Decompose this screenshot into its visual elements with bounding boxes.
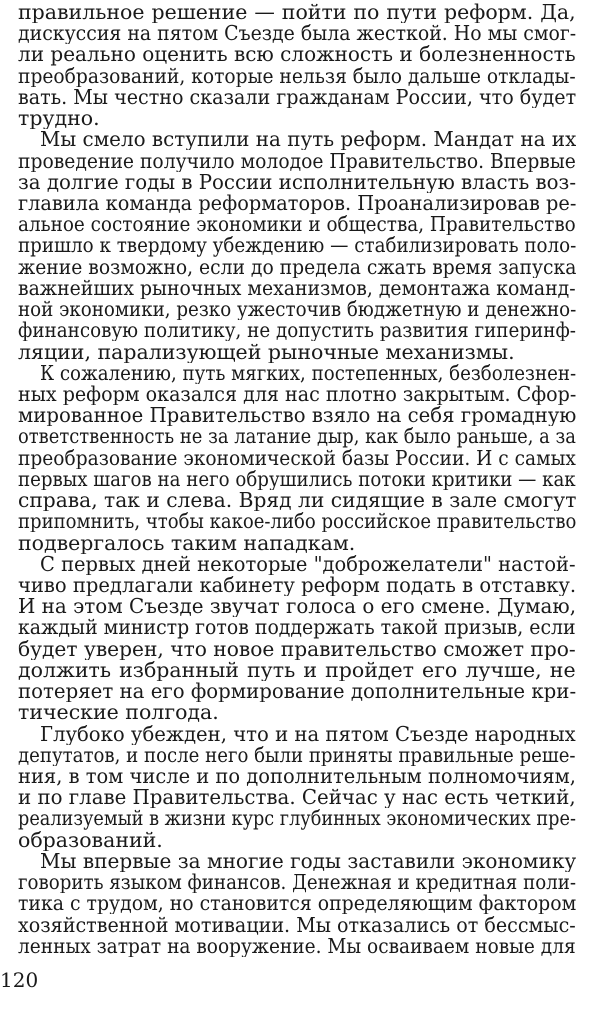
text-line: первых шагов на него обрушились потоки критики — как xyxy=(18,468,576,491)
text-line: проведение получило молодое Правительство. Впервые xyxy=(18,150,576,172)
text-line: преобразование экономической базы России. И с самых xyxy=(18,447,576,469)
text-line: будет уверен, что новое правительство сможет про- xyxy=(18,638,576,660)
text-line: тические полгода. xyxy=(18,702,219,724)
text-line: важнейших рыночных механизмов, демонтажа команд- xyxy=(18,277,576,300)
text-line: и по главе Правительства. Сейчас у нас есть четкий, xyxy=(18,787,576,809)
text-line: финансовую политику, не допустить развития гиперинф- xyxy=(18,320,576,342)
text-line: альное состояние экономики и общества, Правительство xyxy=(18,214,576,236)
text-line: должить избранный путь и пройдет его лучше, не xyxy=(18,659,576,682)
document-page xyxy=(18,0,576,1009)
text-line: преобразований, которые нельзя было дальше отклады- xyxy=(18,65,576,87)
page-number: 120 xyxy=(0,968,39,992)
text-line: хозяйственной мотивации. Мы отказались от бессмыс- xyxy=(18,914,576,936)
text-line: ной экономики, резко ужесточив бюджетную и денежно- xyxy=(18,299,577,321)
text-line: пришло к твердому убеждению — стабилизировать поло- xyxy=(18,235,577,257)
text-line: припомнить, чтобы какое-либо российское правительство xyxy=(18,511,576,533)
text-line: мированное Правительство взяло на себя громадную xyxy=(18,405,577,427)
text-line: главила команда реформаторов. Проанализировав ре- xyxy=(18,193,577,215)
text-line: И на этом Съезде звучат голоса о его смене. Думаю, xyxy=(18,596,576,618)
text-line: потеряет на его формирование дополнительные кри- xyxy=(18,681,577,703)
text-line: говорить языком финансов. Денежная и кредитная поли- xyxy=(18,872,576,894)
text-line: жение возможно, если до предела сжать время запуска xyxy=(18,256,577,278)
text-line: Мы смело вступили на путь реформ. Мандат на их xyxy=(40,129,576,151)
text-line: дискуссия на пятом Съезде была жесткой. Но мы смог- xyxy=(18,23,577,45)
text-line: К сожалению, путь мягких, постепенных, безболезнен- xyxy=(40,362,576,384)
text-line: ответственность не за латание дыр, как было раньше, а за xyxy=(18,426,576,448)
text-line: образований. xyxy=(18,829,163,851)
text-line: трудно. xyxy=(18,108,100,130)
text-line: вать. Мы честно сказали гражданам России, что будет xyxy=(18,86,577,109)
text-line: справа, так и слева. Вряд ли сидящие в зале смогут xyxy=(18,490,577,512)
text-line: каждый министр готов поддержать такой призыв, если xyxy=(18,617,576,639)
text-line: подвергалось таким нападкам. xyxy=(18,532,356,554)
text-line: ли реально оценить всю сложность и болезненность xyxy=(18,44,576,66)
text-line: ных реформ оказался для нас плотно закрытым. Сфор- xyxy=(18,384,576,406)
text-line: правильное решение — пойти по пути реформ. Да, xyxy=(18,2,576,24)
text-line: ляции, парализующей рыночные механизмы. xyxy=(18,341,515,363)
text-line: реализуемый в жизни курс глубинных экономических пре- xyxy=(18,808,576,830)
text-line: депутатов, и после него были приняты правильные реше- xyxy=(18,744,576,766)
text-line: ния, в том числе и по дополнительным полномочиям, xyxy=(18,766,576,788)
text-line: за долгие годы в России исполнительную власть воз- xyxy=(18,171,576,193)
text-line: чиво предлагали кабинету реформ подать в отставку. xyxy=(18,575,576,597)
text-line: ленных затрат на вооружение. Мы осваиваем новые для xyxy=(18,935,576,957)
text-line: С первых дней некоторые "доброжелатели" настой- xyxy=(40,553,576,575)
text-line: Глубоко убежден, что и на пятом Съезде народных xyxy=(40,723,576,745)
text-line: тика с трудом, но становится определяющим фактором xyxy=(18,893,577,915)
text-line: Мы впервые за многие годы заставили экономику xyxy=(40,850,576,873)
